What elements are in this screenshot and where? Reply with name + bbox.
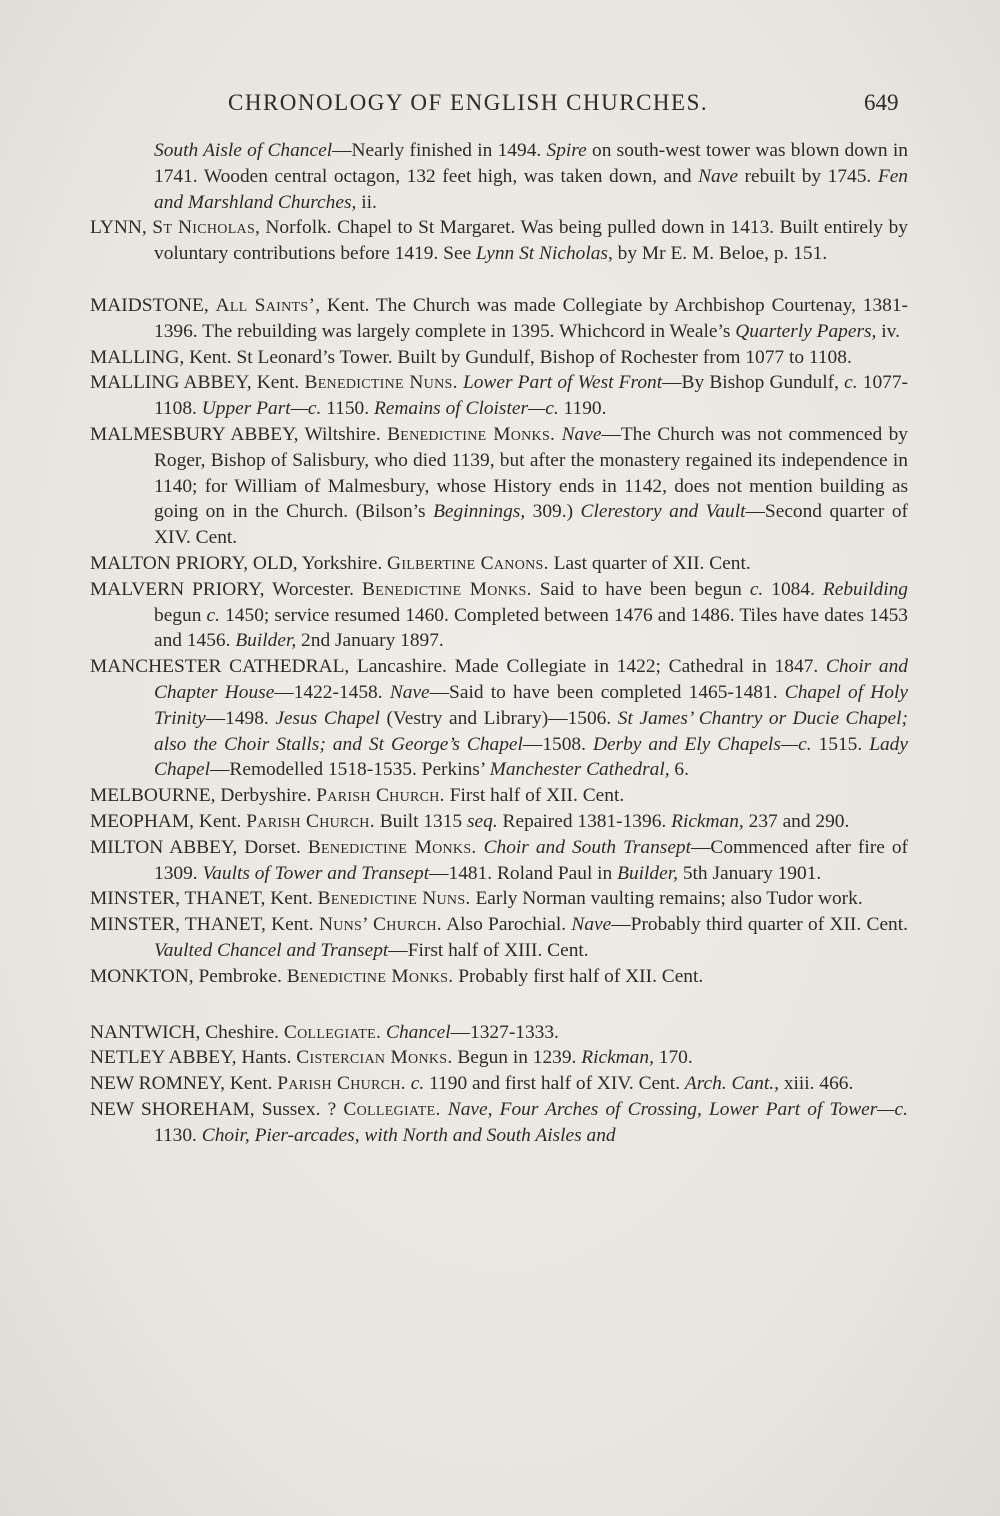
entry-text: Built 1315	[374, 810, 467, 832]
small-caps-text: Parish Church.	[277, 1073, 406, 1095]
italic-text: c.	[206, 604, 220, 626]
entry-text: rebuilt by 1745.	[737, 165, 878, 187]
chronology-entry	[90, 1020, 908, 1046]
italic-text: Manchester Cathedral,	[489, 759, 670, 781]
italic-text: Nave	[698, 165, 738, 187]
entry-text: MALVERN PRIORY, Worcester.	[90, 578, 362, 600]
italic-text: Lady Chapel	[154, 733, 908, 781]
entry-text: 1130.	[154, 1124, 202, 1146]
entry-text: , Kent. The Church was made Collegiate by Archbishop Courtenay, 1381-1396. The rebuilding was largely complete in 1395. Whichcord in Weale’s	[154, 294, 909, 342]
entry-text: —By Bishop Gundulf,	[662, 372, 845, 394]
italic-text: c.	[749, 578, 764, 600]
entry-text: Last quarter of XII. Cent.	[548, 552, 751, 574]
entry-text: —Said to have been completed 1465-1481.	[429, 681, 785, 703]
entry-text: Also Parochial.	[441, 914, 572, 936]
italic-text: Lynn St Nicholas,	[476, 243, 613, 265]
italic-text: Builder,	[617, 862, 678, 884]
page-number: 649	[864, 90, 899, 115]
entry-text: 1190.	[558, 398, 607, 420]
entry-text: —1508.	[522, 733, 593, 755]
entry-text: NEW ROMNEY, Kent.	[90, 1073, 278, 1095]
italic-text: Lower Part of West Front	[462, 372, 663, 394]
chronology-entry	[90, 654, 908, 783]
small-caps-text: St Nicholas	[152, 217, 256, 239]
italic-text: Rickman,	[581, 1047, 654, 1069]
entry-text: 170.	[653, 1047, 693, 1069]
small-caps-text: Benedictine Monks.	[362, 578, 532, 600]
entry-text: 1084.	[763, 578, 823, 600]
small-caps-text: Collegiate.	[343, 1098, 441, 1120]
entry-text: —Nearly finished in 1494.	[332, 140, 547, 161]
entry-text	[441, 1099, 448, 1120]
entry-text: 237 and 290.	[743, 810, 850, 832]
italic-text: Spire	[546, 140, 587, 161]
italic-text: South Aisle of Chancel	[154, 140, 333, 161]
entry-text: 2nd January 1897.	[296, 630, 444, 652]
entry-text: 1077-1108.	[154, 372, 908, 420]
entry-text: MINSTER, THANET, Kent.	[90, 914, 319, 936]
entry-text: MEOPHAM, Kent.	[90, 810, 247, 832]
entry-text: on south-west tower was blown down in 1741. Wooden central octagon, 132 feet high, was taken down, and	[154, 140, 908, 187]
entry-text: —First half of XIII. Cent.	[388, 939, 589, 961]
entry-text: Said to have been begun	[531, 578, 750, 600]
italic-text: Vaulted Chancel and Transept	[154, 939, 389, 961]
entry-text: Begun in 1239.	[452, 1047, 582, 1069]
entry-text: 6.	[669, 759, 689, 781]
italic-text: Clerestory and Vault	[580, 501, 746, 523]
entry-text: 1190 and first half of XIV. Cent.	[424, 1073, 685, 1095]
chronology-entry	[90, 551, 908, 577]
italic-text: Nave, Four Arches of Crossing, Lower Part of Tower—c.	[447, 1098, 908, 1120]
italic-text: Chancel	[386, 1021, 451, 1043]
entry-text: 1450; service resumed 1460. Completed between 1476 and 1486. Tiles have dates 1453 and 1456.	[154, 604, 908, 652]
entry-text: 309.)	[525, 501, 581, 523]
italic-text: Chapel of Holy Trinity	[154, 681, 908, 729]
entry-text: —The Church was not commenced by Roger, Bishop of Salisbury, who died 1139, but after the monastery regained its independence in 1140; for William of Malmesbury, whose History ends in 1142, does not mention building as going on in the Church. (Bilson’s	[154, 423, 908, 523]
chronology-entry	[90, 835, 908, 887]
entry-text: —1481. Roland Paul in	[429, 862, 618, 884]
entry-text: MELBOURNE, Derbyshire.	[90, 785, 317, 807]
entry-text: —Commenced after fire of 1309.	[154, 836, 908, 884]
entry-text: 1150.	[321, 398, 374, 420]
entry-text: Early Norman vaulting remains; also Tudor work.	[470, 888, 863, 910]
italic-text: St James’ Chantry or Ducie Chapel; also the Choir Stalls; and St George’s Chapel	[154, 707, 909, 755]
small-caps-text: Parish Church.	[316, 785, 445, 807]
chronology-entry	[90, 1071, 908, 1097]
section-gap	[90, 267, 908, 293]
chronology-entry	[90, 1097, 908, 1149]
italic-text: Rebuilding	[822, 578, 908, 600]
small-caps-text: Gilbertine Canons.	[387, 552, 549, 574]
entry-text: ii.	[356, 191, 377, 213]
chronology-entry	[90, 577, 908, 654]
italic-text: Vaults of Tower and Transept	[202, 862, 430, 884]
entry-text: NEW SHOREHAM, Sussex. ?	[90, 1098, 344, 1120]
italic-text: Nave	[571, 914, 612, 936]
italic-text: Builder,	[235, 630, 297, 652]
entry-text: begun	[154, 604, 207, 626]
running-title: CHRONOLOGY OF ENGLISH CHURCHES.	[228, 90, 709, 115]
entry-text: MALLING ABBEY, Kent.	[90, 372, 305, 394]
chronology-entry	[90, 1045, 908, 1071]
chronology-entry	[90, 138, 908, 215]
entry-text: NANTWICH, Cheshire.	[90, 1021, 284, 1043]
italic-text: Choir, Pier-arcades, with North and South Aisles and	[201, 1124, 616, 1146]
chronology-text	[90, 138, 908, 1148]
entry-text: , Norfolk. Chapel to St Margaret. Was being pulled down in 1413. Built entirely by voluntary contributions before 1419. See	[154, 217, 908, 265]
entry-text: First half of XII. Cent.	[444, 785, 625, 807]
italic-text: Rickman,	[671, 810, 744, 832]
entry-text: MALMESBURY ABBEY, Wiltshire.	[90, 423, 388, 445]
italic-text: c.	[844, 372, 858, 394]
chronology-entry	[90, 345, 908, 371]
italic-text: Remains of Cloister—c.	[373, 398, 559, 420]
small-caps-text: Parish Church.	[246, 810, 375, 832]
chronology-entry	[90, 964, 908, 990]
entry-text: MAIDSTONE,	[90, 294, 216, 316]
small-caps-text: Benedictine Monks.	[307, 836, 477, 858]
entry-text: MILTON ABBEY, Dorset.	[90, 836, 308, 858]
entry-text: —1327-1333.	[450, 1021, 559, 1043]
running-head	[0, 90, 1000, 124]
chronology-entry	[90, 422, 908, 551]
entry-text: —1422-1458.	[274, 681, 390, 703]
small-caps-text: Cistercian Monks.	[296, 1047, 453, 1069]
small-caps-text: Benedictine Nuns.	[304, 372, 458, 394]
italic-text: Arch. Cant.,	[684, 1073, 779, 1095]
italic-text: c.	[410, 1073, 425, 1095]
entry-text: iv.	[876, 320, 900, 342]
entry-text: MALTON PRIORY, OLD, Yorkshire.	[90, 552, 388, 574]
chronology-entry	[90, 370, 908, 422]
entry-text: xiii. 466.	[778, 1073, 854, 1095]
chronology-entry	[90, 886, 908, 912]
italic-text: Choir and Chapter House	[154, 656, 908, 703]
entry-text: Probably first half of XII. Cent.	[453, 965, 704, 987]
chronology-entry	[90, 215, 908, 267]
italic-text: Fen and Marshland Churches,	[154, 165, 908, 213]
small-caps-text: All Saints’	[215, 294, 316, 316]
entry-text: by Mr E. M. Beloe, p. 151.	[612, 243, 828, 265]
small-caps-text: Benedictine Monks.	[286, 965, 454, 987]
italic-text: Beginnings,	[433, 501, 526, 523]
entry-text: —Probably third quarter of XII. Cent.	[611, 914, 908, 936]
entry-text: Repaired 1381-1396.	[497, 810, 672, 832]
chronology-entry	[90, 912, 908, 964]
section-gap	[90, 990, 908, 1020]
italic-text: Derby and Ely Chapels—c.	[592, 733, 812, 755]
chronology-entry	[90, 783, 908, 809]
entry-text: 1515.	[811, 733, 870, 755]
italic-text: Upper Part—c.	[201, 398, 322, 420]
italic-text: Jesus Chapel	[275, 707, 380, 729]
small-caps-text: Benedictine Nuns.	[317, 888, 471, 910]
entry-text: —Second quarter of XIV. Cent.	[154, 501, 908, 549]
entry-text: MALLING, Kent. St Leonard’s Tower. Built by Gundulf, Bishop of Rochester from 1077 to 1108.	[90, 346, 852, 368]
entry-text: 5th January 1901.	[677, 862, 822, 884]
entry-text: (Vestry and Library)—1506.	[379, 707, 618, 729]
entry-text: —Remodelled 1518-1535. Perkins’	[210, 759, 490, 781]
italic-text: Nave	[389, 681, 430, 703]
italic-text: Choir and South Transept	[483, 836, 692, 858]
entry-text	[477, 837, 484, 858]
entry-text: MINSTER, THANET, Kent.	[90, 888, 318, 910]
chronology-entry	[90, 809, 908, 835]
small-caps-text: Collegiate.	[283, 1021, 382, 1043]
entry-text: LYNN,	[90, 217, 153, 239]
italic-text: seq.	[466, 810, 498, 832]
entry-text: MANCHESTER CATHEDRAL, Lancashire. Made Collegiate in 1422; Cathedral in 1847.	[90, 656, 826, 678]
entry-text: —1498.	[205, 707, 276, 729]
entry-text: MONKTON, Pembroke.	[90, 965, 287, 987]
entry-text: NETLEY ABBEY, Hants.	[90, 1047, 297, 1069]
italic-text: Nave	[561, 423, 602, 445]
small-caps-text: Benedictine Monks.	[387, 423, 556, 445]
small-caps-text: Nuns’ Church.	[318, 914, 442, 936]
italic-text: Quarterly Papers,	[735, 320, 877, 342]
chronology-entry	[90, 293, 908, 345]
